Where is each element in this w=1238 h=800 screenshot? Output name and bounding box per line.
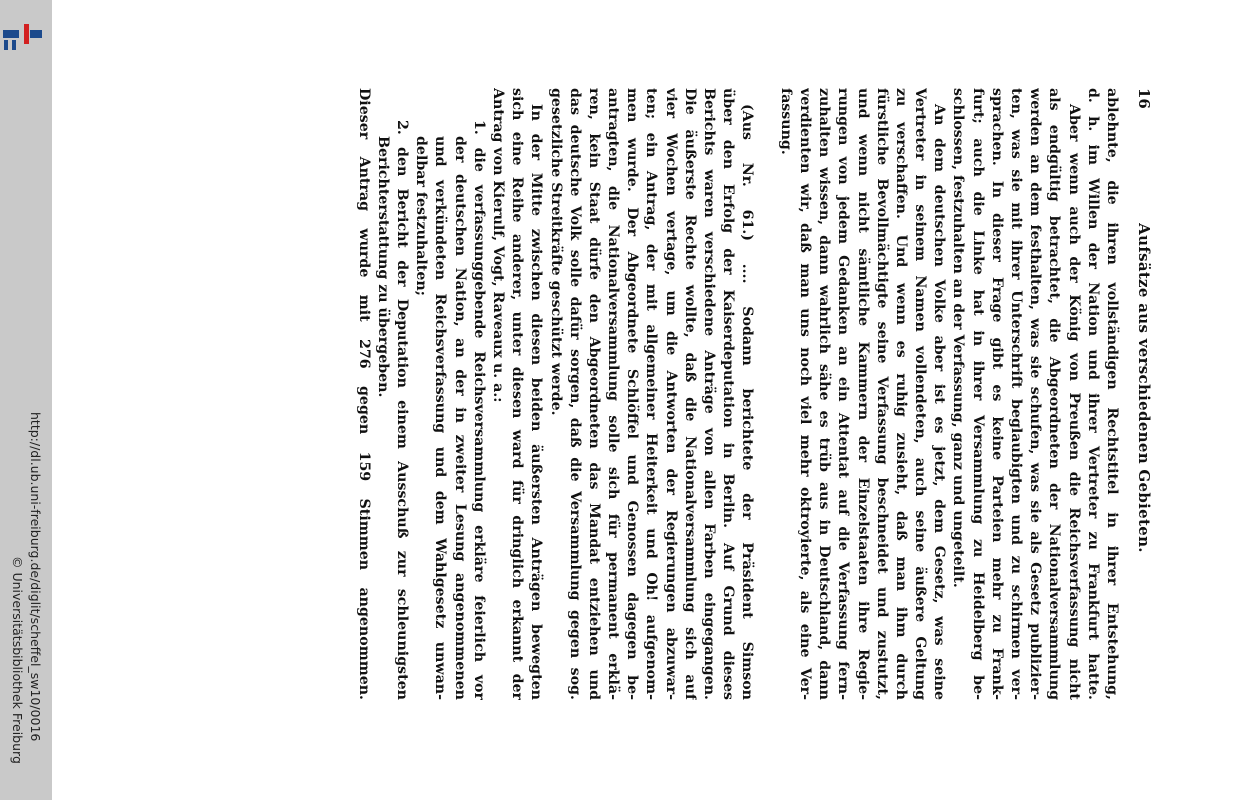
text-line: verdienten wir, daß man uns noch viel mehr oktroyierte, als eine Ver- bbox=[797, 88, 813, 700]
text-line: schlossen, festzuhalten an der Verfassung, ganz und ungeteilt. bbox=[950, 88, 967, 588]
text-line: zu verschaffen. Und wenn es ruhig zusieht, daß man ihm durch bbox=[892, 88, 909, 700]
text-line: der deutschen Nation, an der in zweiter Lesung angenommenen bbox=[451, 136, 468, 700]
text-line: und wenn nicht sämtliche Kammern der Einzelstaaten ihre Regie- bbox=[854, 88, 871, 700]
text-line: fürstliche Bevollmächtigte seine Verfassung beschneidet und zustutzt, bbox=[873, 88, 890, 700]
text-line: 2. den Bericht der Deputation einem Ausschuß zur schleunigsten bbox=[394, 120, 411, 700]
text-line: Aber wenn auch der König von Preußen die Reichsverfassung nicht bbox=[1065, 104, 1082, 700]
text-line: delbar festzuhalten; bbox=[413, 136, 430, 296]
text-line: als endgültig betrachtet, die Abgeordneten der Nationalversammlung bbox=[1046, 88, 1063, 700]
sidebar bbox=[0, 0, 52, 800]
text-line: und verkündeten Reichsverfassung und dem Wahlgesetz unwan- bbox=[432, 136, 449, 700]
text-line: ablehnte, die ihren vollständigen Rechtstitel in ihrer Entstehung, bbox=[1104, 88, 1120, 700]
text-line: Die äußerste Rechte wollte, daß die Nationalversammlung sich auf bbox=[681, 88, 698, 700]
document-page bbox=[355, 88, 1153, 712]
text-line: fassung. bbox=[777, 88, 794, 155]
text-line: Vertreter in seinem Namen vollendeten, auch seine äußere Geltung bbox=[912, 88, 929, 700]
text-line: gesetzliche Streitkräfte geschützt werde. bbox=[547, 88, 564, 416]
text-line: zuhalten wissen, dann wahrlich sähe es trüb aus in Deutschland, dann bbox=[816, 88, 833, 700]
text-line: furt; auch die Linke hat in ihrer Versammlung zu Heidelberg be- bbox=[969, 88, 986, 700]
text-line: werden an dem festhalten, was sie schufen, was sie als Gesetz publizier- bbox=[1027, 88, 1044, 700]
text-line: über den Erfolg der Kaiserdeputation in Berlin. Auf Grund dieses bbox=[720, 88, 737, 700]
text-line: In der Mitte zwischen diesen beiden äußersten Anträgen bewegten bbox=[528, 104, 545, 700]
text-line: vier Wochen vertage, um die Antworten der Regierungen abzuwar- bbox=[662, 88, 679, 700]
text-line: (Aus Nr. 61.) .... Sodann berichtete der Präsident Simson bbox=[739, 104, 756, 700]
copyright-notice: © Universitätsbibliothek Freiburg bbox=[10, 556, 25, 764]
text-line: Berichterstattung zu übergeben. bbox=[374, 136, 391, 398]
page-number: 16 bbox=[1135, 88, 1153, 109]
text-line: d. h. im Willen der Nation und ihrer Vertreter zu Frankfurt hatte. bbox=[1084, 88, 1101, 700]
text-line: das deutsche Volk solle dafür sorgen, daß die Versammlung gegen sog. bbox=[566, 88, 583, 700]
text-line: ten, was sie mit ihrer Unterschrift beglaubigten und zu schirmen ver- bbox=[1008, 88, 1025, 700]
library-logo-icon[interactable] bbox=[0, 24, 44, 52]
text-line: rungen von jedem Gedanken an ein Attentat auf die Verfassung fern- bbox=[835, 88, 852, 700]
text-line: antragten, die Nationalversammlung solle sich für permanent erklä- bbox=[605, 88, 622, 700]
running-head: Aufsätze aus verschiedenen Gebieten. bbox=[1135, 223, 1153, 553]
text-line: ren, kein Staat dürfe den Abgeordneten das Mandat entziehen und bbox=[585, 88, 602, 700]
text-line: Dieser Antrag wurde mit 276 gegen 159 Stimmen angenommen. bbox=[355, 88, 372, 700]
text-line: Berichts waren verschiedene Anträge von allen Farben eingegangen. bbox=[701, 88, 718, 700]
text-line: sich eine Reihe anderer, unter diesen ward für dringlich erkannt der bbox=[509, 88, 526, 700]
text-line: An dem deutschen Volke aber ist es jetzt, dem Gesetz, was seine bbox=[931, 104, 948, 700]
text-line: men wurde. Der Abgeordnete Schlöffel und Genossen dagegen be- bbox=[624, 88, 641, 700]
body-text bbox=[354, 88, 1122, 700]
text-line: ten; ein Antrag, der mit allgemeiner Heiterkeit und Oh! aufgenom- bbox=[643, 88, 660, 700]
text-line: sprachen. In dieser Frage gibt es keine Parteien mehr zu Frank- bbox=[988, 88, 1005, 700]
source-url[interactable]: http://dl.ub.uni-freiburg.de/diglit/scheffel_sw10/0016 bbox=[28, 412, 43, 742]
text-line: 1. die verfassunggebende Reichsversammlung erkläre feierlich vor bbox=[470, 120, 487, 700]
text-line bbox=[756, 88, 775, 700]
text-line: Antrag von Kierulf, Vogt, Raveaux u. a.: bbox=[490, 88, 506, 403]
